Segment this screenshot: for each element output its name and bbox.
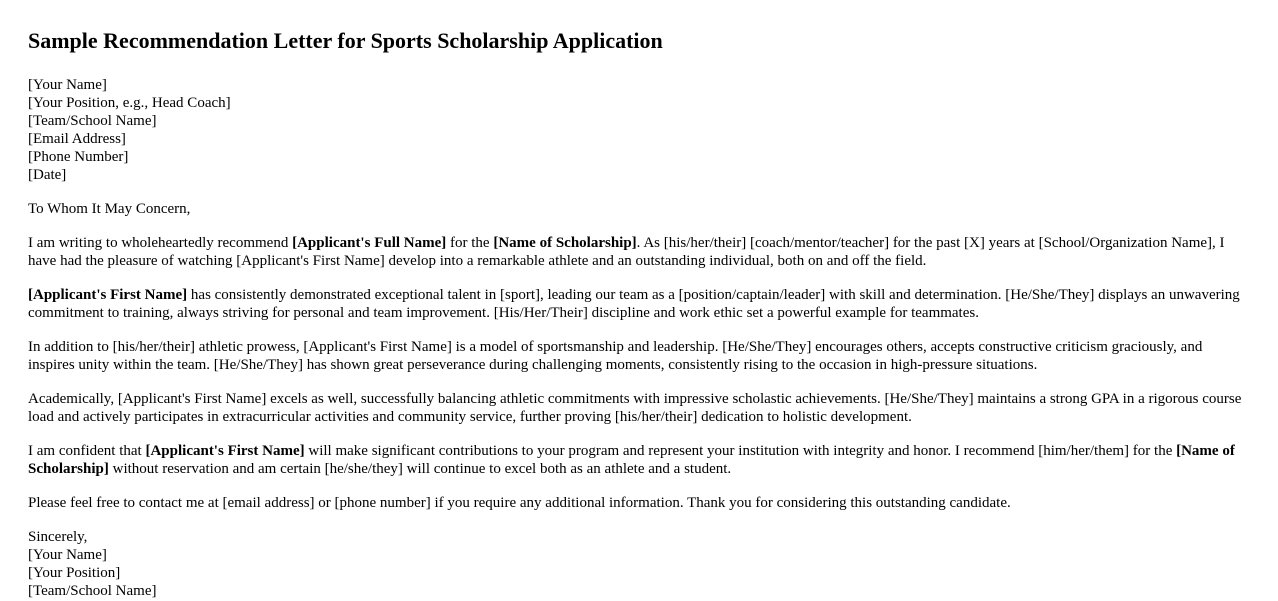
paragraph-athletics	[28, 286, 1250, 322]
paragraph-text: . As [his/her/their] [coach/mentor/teacher] for the past [X] years at [School/Organization Name], I have had the pleasure of watching [Applicant's First Name] develop into a remarkable athlete and an outstanding individual, both on and off the field.	[28, 235, 1225, 269]
sender-phone: [Phone Number]	[28, 149, 129, 165]
signature-name: [Your Name]	[28, 547, 107, 563]
paragraph-academics: Academically, [Applicant's First Name] excels as well, successfully balancing athletic commitments with impressive scholastic achievements. [He/She/They] maintains a strong GPA in a rigorous course load and actively participates in extracurricular activities and community service, further proving [his/her/their] dedication to holistic development.	[28, 391, 1242, 425]
paragraph-text: has consistently demonstrated exceptional talent in [sport], leading our team as a [position/captain/leader] with skill and determination. [He/She/They] displays an unwavering commitment to training, always striving for personal and team improvement. [His/Her/Their] discipline and work ethic set a powerful example for teammates.	[28, 287, 1240, 321]
paragraph-sportsmanship: In addition to [his/her/their] athletic prowess, [Applicant's First Name] is a model of sportsmanship and leadership. [He/She/They] encourages others, accepts constructive criticism graciously, and inspires unity within the team. [He/She/They] has shown great perseverance during challenging moments, consistently rising to the occasion in high-pressure situations.	[28, 339, 1203, 373]
sender-position: [Your Position, e.g., Head Coach]	[28, 95, 231, 111]
sender-info	[28, 76, 1250, 184]
salutation: To Whom It May Concern,	[28, 201, 191, 217]
sender-date: [Date]	[28, 167, 67, 183]
sender-email: [Email Address]	[28, 131, 126, 147]
closing-signature	[28, 528, 1250, 600]
scholarship-name: [Name of Scholarship]	[493, 235, 637, 251]
scholarship-name: [Name of Scholarship]	[28, 443, 1235, 477]
paragraph-introduction	[28, 234, 1250, 270]
signature-team: [Team/School Name]	[28, 583, 157, 599]
closing-phrase: Sincerely,	[28, 529, 88, 545]
paragraph-text: without reservation and am certain [he/she/they] will continue to excel both as an athlete and a student.	[108, 461, 732, 477]
sender-name: [Your Name]	[28, 77, 107, 93]
paragraph-text: I am writing to wholeheartedly recommend	[28, 235, 293, 251]
page-title: Sample Recommendation Letter for Sports Scholarship Application	[28, 28, 663, 53]
paragraph-text: will make significant contributions to your program and represent your institution with integrity and honor. I recommend [him/her/them] for the	[304, 443, 1177, 459]
paragraph-text: for the	[446, 235, 494, 251]
signature-position: [Your Position]	[28, 565, 121, 581]
paragraph-contact: Please feel free to contact me at [email address] or [phone number] if you require any additional information. Thank you for considering this outstanding candidate.	[28, 495, 1011, 511]
applicant-first-name: [Applicant's First Name]	[145, 443, 305, 459]
paragraph-text: I am confident that	[28, 443, 146, 459]
paragraph-recommendation	[28, 442, 1250, 478]
sender-team: [Team/School Name]	[28, 113, 157, 129]
applicant-full-name: [Applicant's Full Name]	[292, 235, 447, 251]
applicant-first-name: [Applicant's First Name]	[28, 287, 188, 303]
